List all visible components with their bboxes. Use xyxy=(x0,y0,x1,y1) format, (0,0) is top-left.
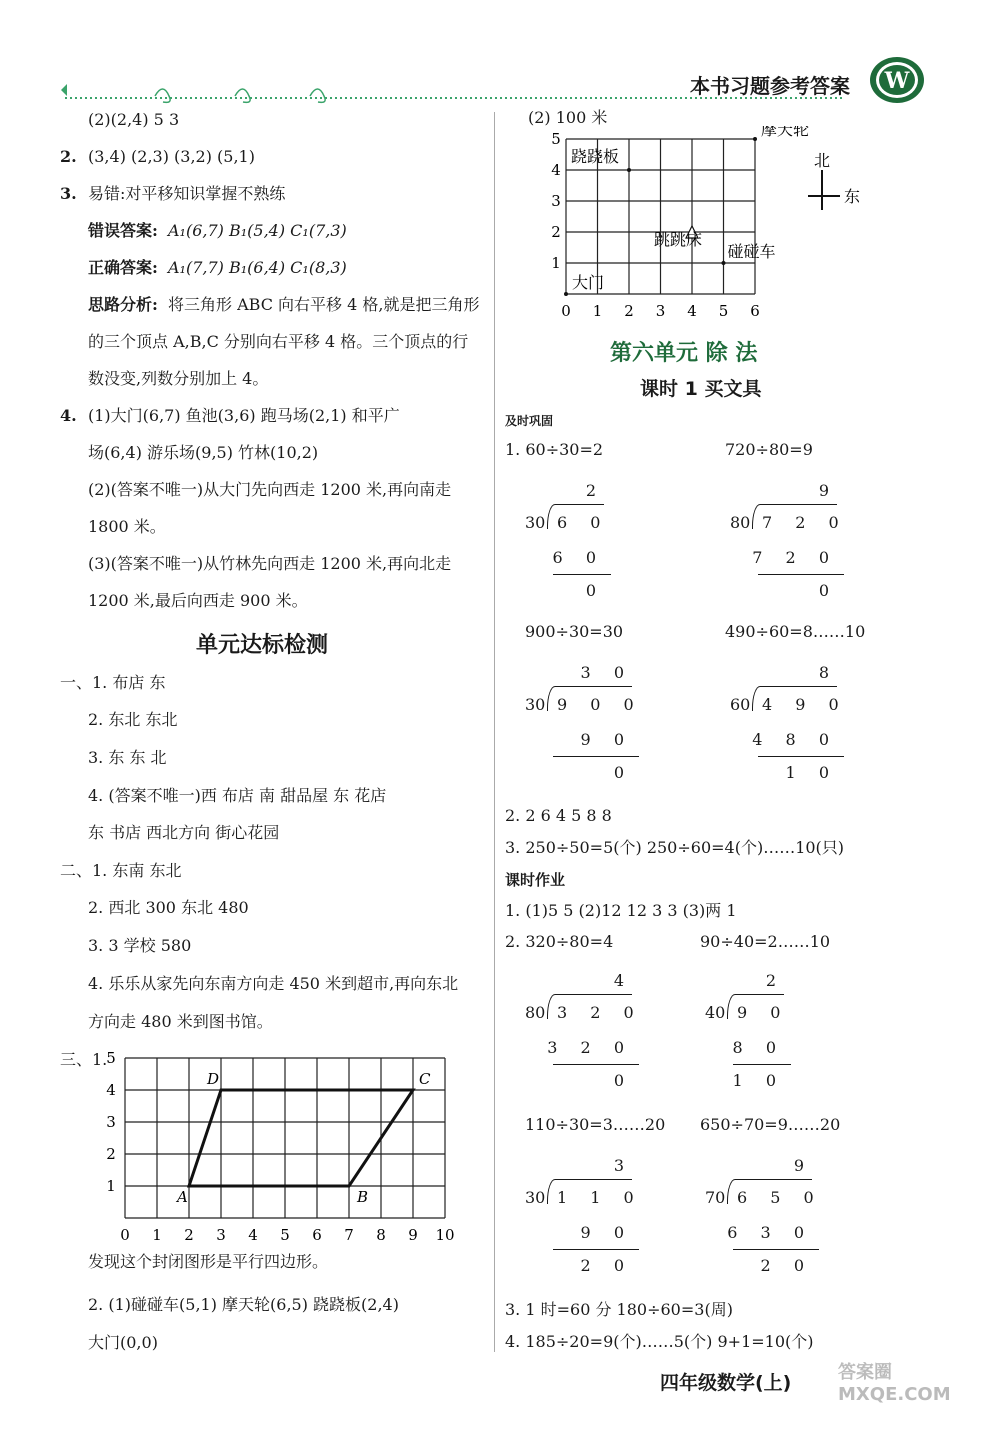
long-division xyxy=(730,481,848,600)
division-rule xyxy=(553,574,611,575)
divisor: 30 xyxy=(525,513,546,532)
divisor: 70 xyxy=(705,1188,726,1207)
answer-line: 110÷30=3……20 xyxy=(525,1115,666,1134)
answer-line: 2. 西北 300 东北 480 xyxy=(88,898,249,917)
division-rule xyxy=(758,756,844,757)
playground-map xyxy=(540,126,880,324)
product: 8 0 xyxy=(732,1038,785,1057)
dividend: 7 2 0 xyxy=(762,513,848,532)
division-rule xyxy=(553,756,639,757)
parallelogram-shape xyxy=(189,1090,413,1186)
long-division xyxy=(705,972,815,1090)
right-answer: A₁(7,7) B₁(6,4) C₁(8,3) xyxy=(168,258,347,277)
vertex-label: B xyxy=(357,1188,369,1206)
quotient: 9 xyxy=(793,1156,813,1175)
answer-line: 4. (答案不唯一)西 布店 南 甜品屋 东 花店 xyxy=(88,786,387,805)
answer-line: (1)大门(6,7) 鱼池(3,6) 跑马场(2,1) 和平广 xyxy=(88,406,400,425)
answer-line: 3. 东 东 北 xyxy=(88,748,167,767)
lesson-title: 课时 1 买文具 xyxy=(640,378,762,400)
answer-line: 2. 320÷80=4 xyxy=(505,932,614,951)
answer-line: 4. 185÷20=9(个)……5(个) 9+1=10(个) xyxy=(505,1332,814,1351)
answer-line: 方向走 480 米到图书馆。 xyxy=(88,1012,273,1031)
column-separator xyxy=(494,112,495,1352)
division-rule xyxy=(553,1249,639,1250)
answer-line: 易错:对平移知识掌握不熟练 xyxy=(88,184,286,203)
y-tick-label: 2 xyxy=(551,223,561,241)
dividend: 9 0 0 xyxy=(557,695,643,714)
answer-line: 90÷40=2……10 xyxy=(700,932,831,951)
y-tick-label: 4 xyxy=(551,161,561,179)
x-tick-label: 6 xyxy=(750,302,760,320)
question-number: 3. xyxy=(60,184,77,203)
answer-line: 720÷80=9 xyxy=(725,440,813,459)
answer-line: 场(6,4) 游乐场(9,5) 竹林(10,2) xyxy=(88,443,319,462)
quotient: 4 xyxy=(613,971,633,990)
remainder: 0 xyxy=(613,1071,633,1090)
x-tick-label: 1 xyxy=(592,302,603,320)
place-marker xyxy=(722,261,726,265)
long-division xyxy=(525,663,643,782)
remainder: 1 0 xyxy=(732,1071,785,1090)
product: 7 2 0 xyxy=(752,548,838,567)
x-tick-label: 3 xyxy=(216,1226,226,1244)
answer-line: 3. 3 学校 580 xyxy=(88,936,192,955)
y-tick-label: 5 xyxy=(106,1049,116,1067)
wrong-answer-label: 错误答案: xyxy=(88,221,158,240)
y-tick-label: 4 xyxy=(106,1081,116,1099)
answer-line: 发现这个封闭图形是平行四边形。 xyxy=(88,1252,329,1271)
x-tick-label: 9 xyxy=(408,1226,418,1244)
answer-line: 4. 乐乐从家先向东南方向走 450 米到超市,再向东北 xyxy=(88,974,459,993)
long-division xyxy=(525,971,643,1090)
question-number: 4. xyxy=(60,406,77,425)
question-number: 2. xyxy=(60,147,77,166)
place-label: 大门 xyxy=(572,273,605,292)
place-label: 摩天轮 xyxy=(761,126,810,139)
remainder: 2 0 xyxy=(580,1256,633,1275)
x-tick-label: 5 xyxy=(718,302,729,320)
x-tick-label: 6 xyxy=(312,1226,322,1244)
logo-glyph: W xyxy=(884,68,910,94)
analysis-label: 思路分析: xyxy=(88,295,158,314)
division-rule xyxy=(733,1064,791,1065)
divisor: 80 xyxy=(525,1003,546,1022)
divisor: 30 xyxy=(525,1188,546,1207)
divisor: 60 xyxy=(730,695,751,714)
dividend: 4 9 0 xyxy=(762,695,848,714)
subsection-label: 及时巩固 xyxy=(505,414,554,428)
product: 6 0 xyxy=(552,548,605,567)
answer-line: 三、1. xyxy=(60,1050,108,1069)
dividend: 6 0 xyxy=(557,513,610,532)
long-division xyxy=(705,1156,823,1275)
x-tick-label: 2 xyxy=(184,1226,194,1244)
subsection-label: 课时作业 xyxy=(505,871,566,889)
y-tick-label: 3 xyxy=(106,1113,116,1131)
answer-line: 1. (1)5 5 (2)12 12 3 3 (3)两 1 xyxy=(505,901,737,920)
product: 4 8 0 xyxy=(752,730,838,749)
answer-line: 东 书店 西北方向 街心花园 xyxy=(88,823,280,842)
long-division xyxy=(525,482,635,600)
x-tick-label: 2 xyxy=(624,302,634,320)
x-tick-label: 7 xyxy=(344,1226,354,1244)
quotient: 9 xyxy=(818,481,838,500)
dividend: 9 0 xyxy=(737,1003,790,1022)
book-logo xyxy=(868,55,926,105)
wrong-answer: A₁(6,7) B₁(5,4) C₁(7,3) xyxy=(168,221,347,240)
product: 9 0 xyxy=(580,1223,633,1242)
watermark: 答案圈 MXQE.COM xyxy=(838,1362,951,1405)
answer-line: (2)(2,4) 5 3 xyxy=(88,110,180,129)
y-tick-label: 1 xyxy=(106,1177,116,1195)
x-tick-label: 1 xyxy=(152,1226,162,1244)
analysis-text: 将三角形 ABC 向右平移 4 格,就是把三角形 xyxy=(168,295,480,314)
answer-line: (3,4) (2,3) (3,2) (5,1) xyxy=(88,147,255,166)
compass-east: 东 xyxy=(844,187,861,206)
quotient: 2 xyxy=(585,481,605,500)
answer-line: 3. 1 时=60 分 180÷60=3(周) xyxy=(505,1300,733,1319)
y-tick-label: 1 xyxy=(551,254,561,272)
long-division xyxy=(730,663,848,782)
y-tick-label: 5 xyxy=(551,130,561,148)
answer-line: 1800 米。 xyxy=(88,517,166,536)
x-tick-label: 4 xyxy=(687,302,697,320)
x-tick-label: 0 xyxy=(120,1226,130,1244)
place-label: 跷跷板 xyxy=(571,147,620,166)
answer-line: 490÷60=8……10 xyxy=(725,622,866,641)
dividend: 6 5 0 xyxy=(737,1188,823,1207)
product: 3 2 0 xyxy=(547,1038,633,1057)
y-tick-label: 3 xyxy=(551,192,561,210)
place-marker xyxy=(753,137,757,141)
vertex-label: C xyxy=(419,1070,431,1088)
answer-line: 1. 60÷30=2 xyxy=(505,440,604,459)
dividend: 3 2 0 xyxy=(557,1003,643,1022)
remainder: 0 xyxy=(818,581,838,600)
quotient: 8 xyxy=(818,663,838,682)
dividend: 1 1 0 xyxy=(557,1188,643,1207)
remainder: 2 0 xyxy=(760,1256,813,1275)
answer-line: 650÷70=9……20 xyxy=(700,1115,841,1134)
place-label: 跳跳床 xyxy=(654,230,703,249)
scale-label: (2) 100 米 xyxy=(528,108,608,127)
division-rule xyxy=(553,1064,639,1065)
answer-line: 900÷30=30 xyxy=(525,622,624,641)
analysis-text: 的三个顶点 A,B,C 分别向右平移 4 格。三个顶点的行 xyxy=(88,332,469,351)
x-tick-label: 3 xyxy=(655,302,666,320)
quotient: 2 xyxy=(765,971,785,990)
vertex-label: A xyxy=(177,1188,188,1206)
grade-label: 四年级数学(上) xyxy=(660,1372,792,1394)
answer-line: (2)(答案不唯一)从大门先向西走 1200 米,再向南走 xyxy=(88,480,452,499)
right-answer-label: 正确答案: xyxy=(88,258,158,277)
section-title: 单元达标检测 xyxy=(196,633,329,658)
x-tick-label: 4 xyxy=(248,1226,258,1244)
vertex-label: D xyxy=(207,1070,220,1088)
answer-line: 一、1. 布店 东 xyxy=(60,673,166,692)
compass-north: 北 xyxy=(813,151,831,170)
x-tick-label: 0 xyxy=(561,302,571,320)
x-tick-label: 8 xyxy=(376,1226,386,1244)
long-division xyxy=(525,1156,643,1275)
x-tick-label: 10 xyxy=(435,1226,455,1244)
product: 6 3 0 xyxy=(727,1223,813,1242)
remainder: 0 xyxy=(613,763,633,782)
division-rule xyxy=(733,1249,819,1250)
header-title: 本书习题参考答案 xyxy=(690,74,850,98)
parallelogram-grid xyxy=(100,1045,460,1245)
quotient: 3 xyxy=(613,1156,633,1175)
answer-line: 2. 2 6 4 5 8 8 xyxy=(505,806,612,825)
unit-title: 第六单元 除 法 xyxy=(610,341,758,366)
answer-line: 3. 250÷50=5(个) 250÷60=4(个)……10(只) xyxy=(505,838,845,857)
divisor: 40 xyxy=(705,1003,726,1022)
answer-line: 二、1. 东南 东北 xyxy=(60,861,182,880)
division-rule xyxy=(758,574,844,575)
place-marker xyxy=(627,168,631,172)
remainder: 1 0 xyxy=(785,763,838,782)
answer-line: 大门(0,0) xyxy=(88,1333,158,1352)
answer-line: 2. (1)碰碰车(5,1) 摩天轮(6,5) 跷跷板(2,4) xyxy=(88,1295,399,1314)
place-marker xyxy=(564,292,568,296)
answer-line: 2. 东北 东北 xyxy=(88,710,178,729)
x-tick-label: 5 xyxy=(280,1226,290,1244)
y-tick-label: 2 xyxy=(106,1145,116,1163)
product: 9 0 xyxy=(580,730,633,749)
analysis-text: 数没变,列数分别加上 4。 xyxy=(88,369,269,388)
answer-line: (3)(答案不唯一)从竹林先向西走 1200 米,再向北走 xyxy=(88,554,452,573)
remainder: 0 xyxy=(585,581,605,600)
answer-line: 1200 米,最后向西走 900 米。 xyxy=(88,591,308,610)
place-label: 碰碰车 xyxy=(727,242,776,261)
divisor: 80 xyxy=(730,513,751,532)
quotient: 3 0 xyxy=(580,663,633,682)
divisor: 30 xyxy=(525,695,546,714)
